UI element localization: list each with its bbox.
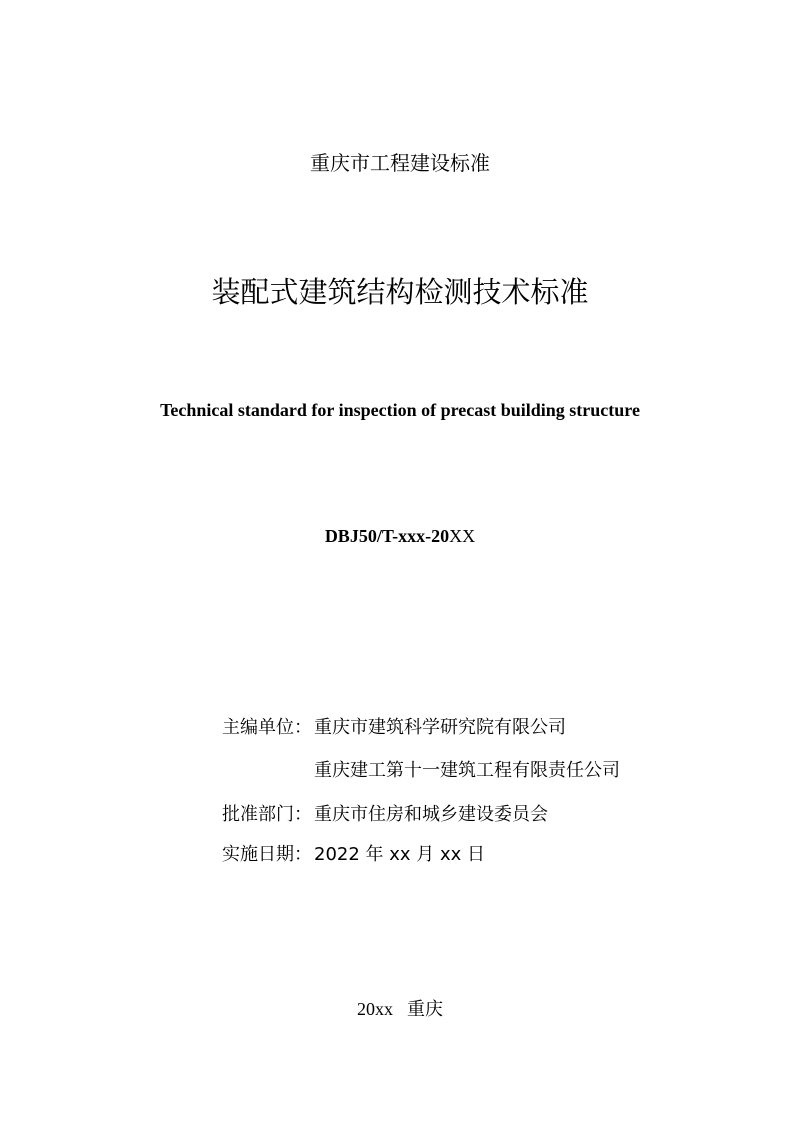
footer-city: 重庆 bbox=[407, 999, 443, 1020]
effective-date: 2022 年 xx 月 xx 日 bbox=[314, 844, 486, 865]
effective-date-row bbox=[222, 840, 485, 866]
chief-editor-2: 重庆建工第十一建筑工程有限责任公司 bbox=[314, 760, 620, 781]
footer-year: 20xx bbox=[357, 999, 393, 1019]
chief-editor-label: 主编单位： bbox=[222, 717, 312, 738]
approver: 重庆市住房和城乡建设委员会 bbox=[314, 804, 548, 825]
standard-code bbox=[0, 526, 800, 547]
chief-editor-row-2 bbox=[222, 756, 620, 782]
approver-label: 批准部门： bbox=[222, 804, 312, 825]
footer bbox=[0, 995, 800, 1021]
chief-editor-row bbox=[222, 713, 566, 739]
document-title: 装配式建筑结构检测技术标准 bbox=[211, 275, 589, 309]
standard-series: 重庆市工程建设标准 bbox=[310, 151, 490, 175]
chief-editor-1: 重庆市建筑科学研究院有限公司 bbox=[314, 717, 566, 738]
effective-date-label: 实施日期： bbox=[222, 844, 312, 865]
approver-row bbox=[222, 800, 548, 826]
standard-code-main: DBJ50/T-xxx-20 bbox=[324, 526, 450, 546]
standard-code-suffix: XX bbox=[449, 526, 476, 546]
document-title-english: Technical standard for inspection of precast building structure bbox=[160, 400, 640, 420]
